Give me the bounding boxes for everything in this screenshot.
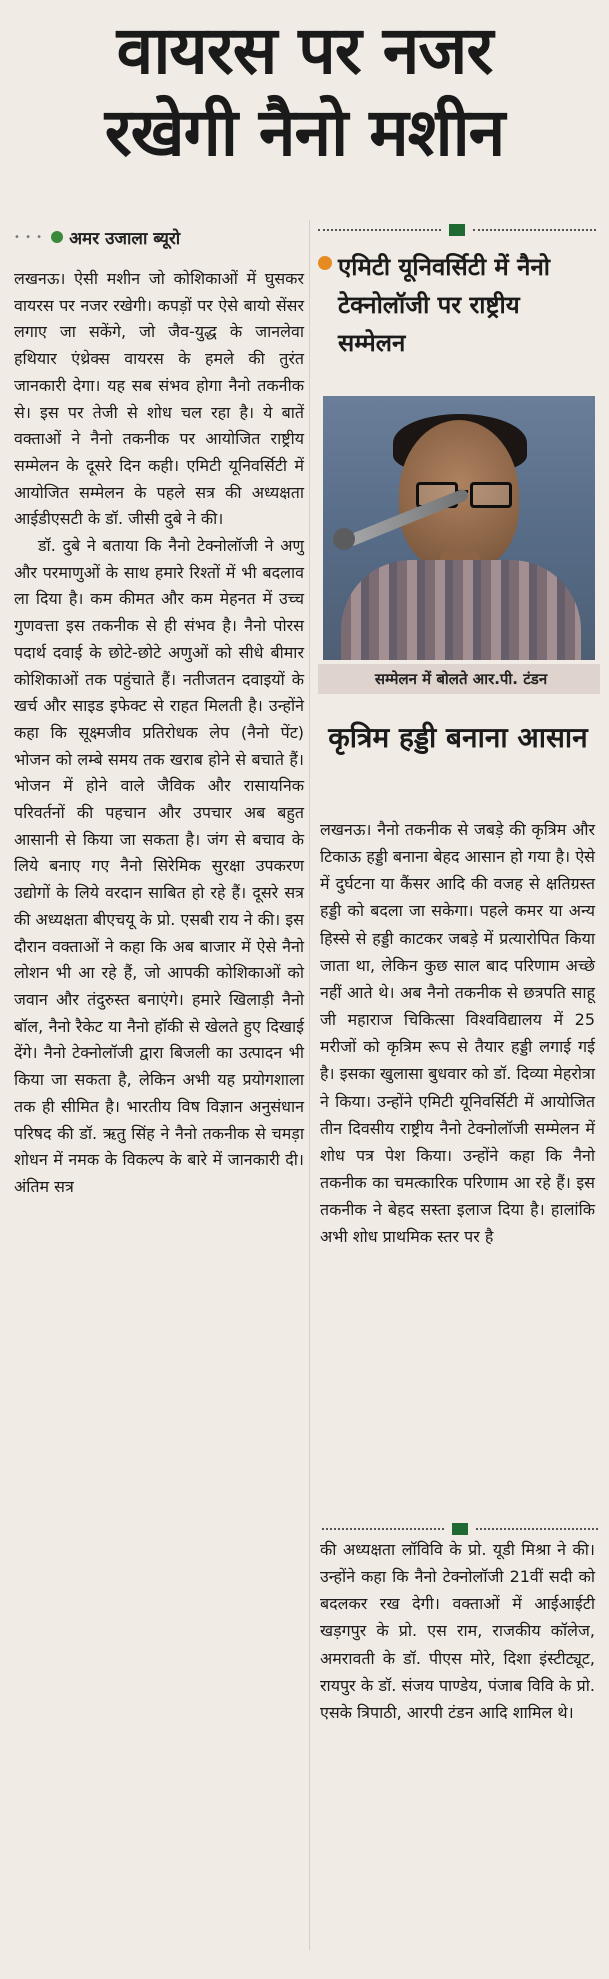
- column-divider: [309, 220, 310, 1950]
- continuation-divider: [322, 1522, 598, 1536]
- orange-bullet-icon: [318, 256, 332, 270]
- sidebar-body: [320, 816, 595, 1251]
- left-article: [14, 266, 304, 1201]
- continued-article: [320, 1536, 595, 1726]
- sidebar-title: एमिटी यूनिवर्सिटी में नैनो टेक्नोलॉजी पर राष्ट्रीय सम्मेलन: [338, 253, 550, 357]
- green-square-icon-2: [452, 1523, 468, 1535]
- sub-headline: कृत्रिम हड्डी बनाना आसान: [328, 721, 588, 754]
- photo-caption: सम्मेलन में बोलते आर.पी. टंडन: [374, 670, 548, 688]
- continued-text: की अध्यक्षता लॉविवि के प्रो. यूडी मिश्रा ने की। उन्होंने कहा कि नैनो टेक्नोलॉजी 21वीं सदी को बदलकर रख देगी। वक्ताओं में आईआईटी खड़गपुर के प्रो. एस राम, राजकीय कॉलेज, अमरावती के डॉ. पीएस मोरे, दिशा इंस्टीट्यूट, रायपुर के डॉ. संजय पाण्डेय, पंजाब विवि के प्रो. एसके त्रिपाठी, आरपी टंडन आदि शामिल थे।: [320, 1540, 595, 1722]
- byline: [14, 224, 304, 250]
- dotted-line-left-2: [322, 1528, 444, 1530]
- sidebar-top-divider: [318, 224, 596, 236]
- left-paragraph-2: डॉ. दुबे ने बताया कि नैनो टेक्नोलॉजी ने अणु और परमाणुओं के साथ हमारे रिश्तों में भी बदलाव ला दिया है। कम कीमत और कम मेहनत में उच्च गुणवत्ता इस तकनीक से ही संभव है। नैनो पोरस पदार्थ दवाई के छोटे-छोटे अणुओं को सीधे बीमार कोशिकाओं तक पहुंचाते हैं। नतीजतन दवाइयों के खर्च और साइड इफेक्ट से राहत मिलती है। उन्होंने कहा कि सूक्ष्मजीव प्रतिरोधक लेप (नैनो पेंट) भोजन को लम्बे समय तक खराब होने से बचाते हैं। भोजन में होने वाले जैविक और रासायनिक परिवर्तनों की पहचान और उपचार अब बहुत आसानी से किया जा सकता है। जंग से बचाव के लिये बनाए गए नैनो सिरेमिक सुरक्षा उपकरण उद्योगों के लिये वरदान साबित हो रहे हैं। दूसरे सत्र की अध्यक्षता बीएचयू के प्रो. एसबी राय ने की। इस दौरान वक्ताओं ने कहा कि अब बाजार में ऐसे नैनो लोशन भी आ रहे हैं, जो आपकी कोशिकाओं को जवान और तंदुरुस्त बनाएंगे। हमारे खिलाड़ी नैनो बॉल, नैनो रैकेट या नैनो हॉकी से खेलते हुए दिखाई देंगे। नैनो टेक्नोलॉजी द्वारा बिजली का उत्पादन भी किया जा सकता है, लेकिन अभी यह प्रयोगशाला तक ही सीमित है। भारतीय विष विज्ञान अनुसंधान परिषद की डॉ. ऋतु सिंह ने नैनो तकनीक से चमड़ा शोधन में नमक के विकल्प के बारे में जानकारी दी। अंतिम सत्र: [14, 536, 304, 1196]
- dotted-line-right-2: [476, 1528, 598, 1530]
- headline: [0, 10, 609, 174]
- dotted-line-right: [473, 229, 596, 231]
- sidebar-body-text: लखनऊ। नैनो तकनीक से जबड़े की कृत्रिम और टिकाऊ हड्डी बनाना बेहद आसान हो गया है। ऐसे में दुर्घटना या कैंसर आदि की वजह से क्षतिग्रस्त हड्डी को बदला जा सकेगा। पहले कमर या अन्य हिस्से से हड्डी काटकर जबड़े में प्रत्यारोपित किया जाता था, लेकिन कुछ साल बाद परिणाम अच्छे नहीं आते थे। अब नैनो तकनीक से छत्रपति साहू जी महाराज चिकित्सा विश्वविद्यालय में 25 मरीजों को कृत्रिम रूप से तैयार हड्डी लगाई गई है। इसका खुलासा बुधवार को डॉ. दिव्या मेहरोत्रा ने किया। उन्होंने एमिटी यूनिवर्सिटी में आयोजित तीन दिवसीय राष्ट्रीय नैनो टेक्नोलॉजी सम्मेलन में शोध पत्र पेश किया। उन्होंने कहा कि नैनो तकनीक का चमत्कारिक परिणाम आ रहे हैं। इस तकनीक ने बेहद सस्ता इलाज दिया है। हालांकि अभी शोध प्राथमिक स्तर पर है: [320, 820, 595, 1247]
- left-paragraph-1: लखनऊ। ऐसी मशीन जो कोशिकाओं में घुसकर वायरस पर नजर रखेगी। कपड़ों पर ऐसे बायो सेंसर लगाए जा सकेंगे, जो जैव-युद्ध के जानलेवा हथियार एंथ्रेक्स वायरस के हमले की तुरंत जानकारी देगा। यह सब संभव होगा नैनो तकनीक से। इस पर तेजी से शोध चल रहा है। ये बातें वक्ताओं ने नैनो तकनीक पर आयोजित राष्ट्रीय सम्मेलन के दूसरे दिन कही। एमिटी यूनिवर्सिटी में आयोजित सम्मेलन के पहले सत्र की अध्यक्षता आईडीएसटी के डॉ. जीसी दुबे ने की।: [14, 269, 304, 529]
- speaker-photo: [323, 396, 595, 660]
- dotted-line-left: [318, 229, 441, 231]
- byline-dots: • • •: [14, 231, 44, 243]
- byline-bullet-icon: [51, 231, 63, 243]
- lens-right: [470, 482, 512, 508]
- speaker-shirt: [341, 560, 581, 660]
- headline-line-2: रखेगी नैनो मशीन: [104, 94, 505, 171]
- sidebar-header: [318, 248, 598, 388]
- byline-text: अमर उजाला ब्यूरो: [69, 228, 181, 249]
- green-square-icon: [449, 224, 465, 236]
- microphone-icon: [333, 528, 355, 550]
- headline-line-1: वायरस पर नजर: [116, 12, 493, 89]
